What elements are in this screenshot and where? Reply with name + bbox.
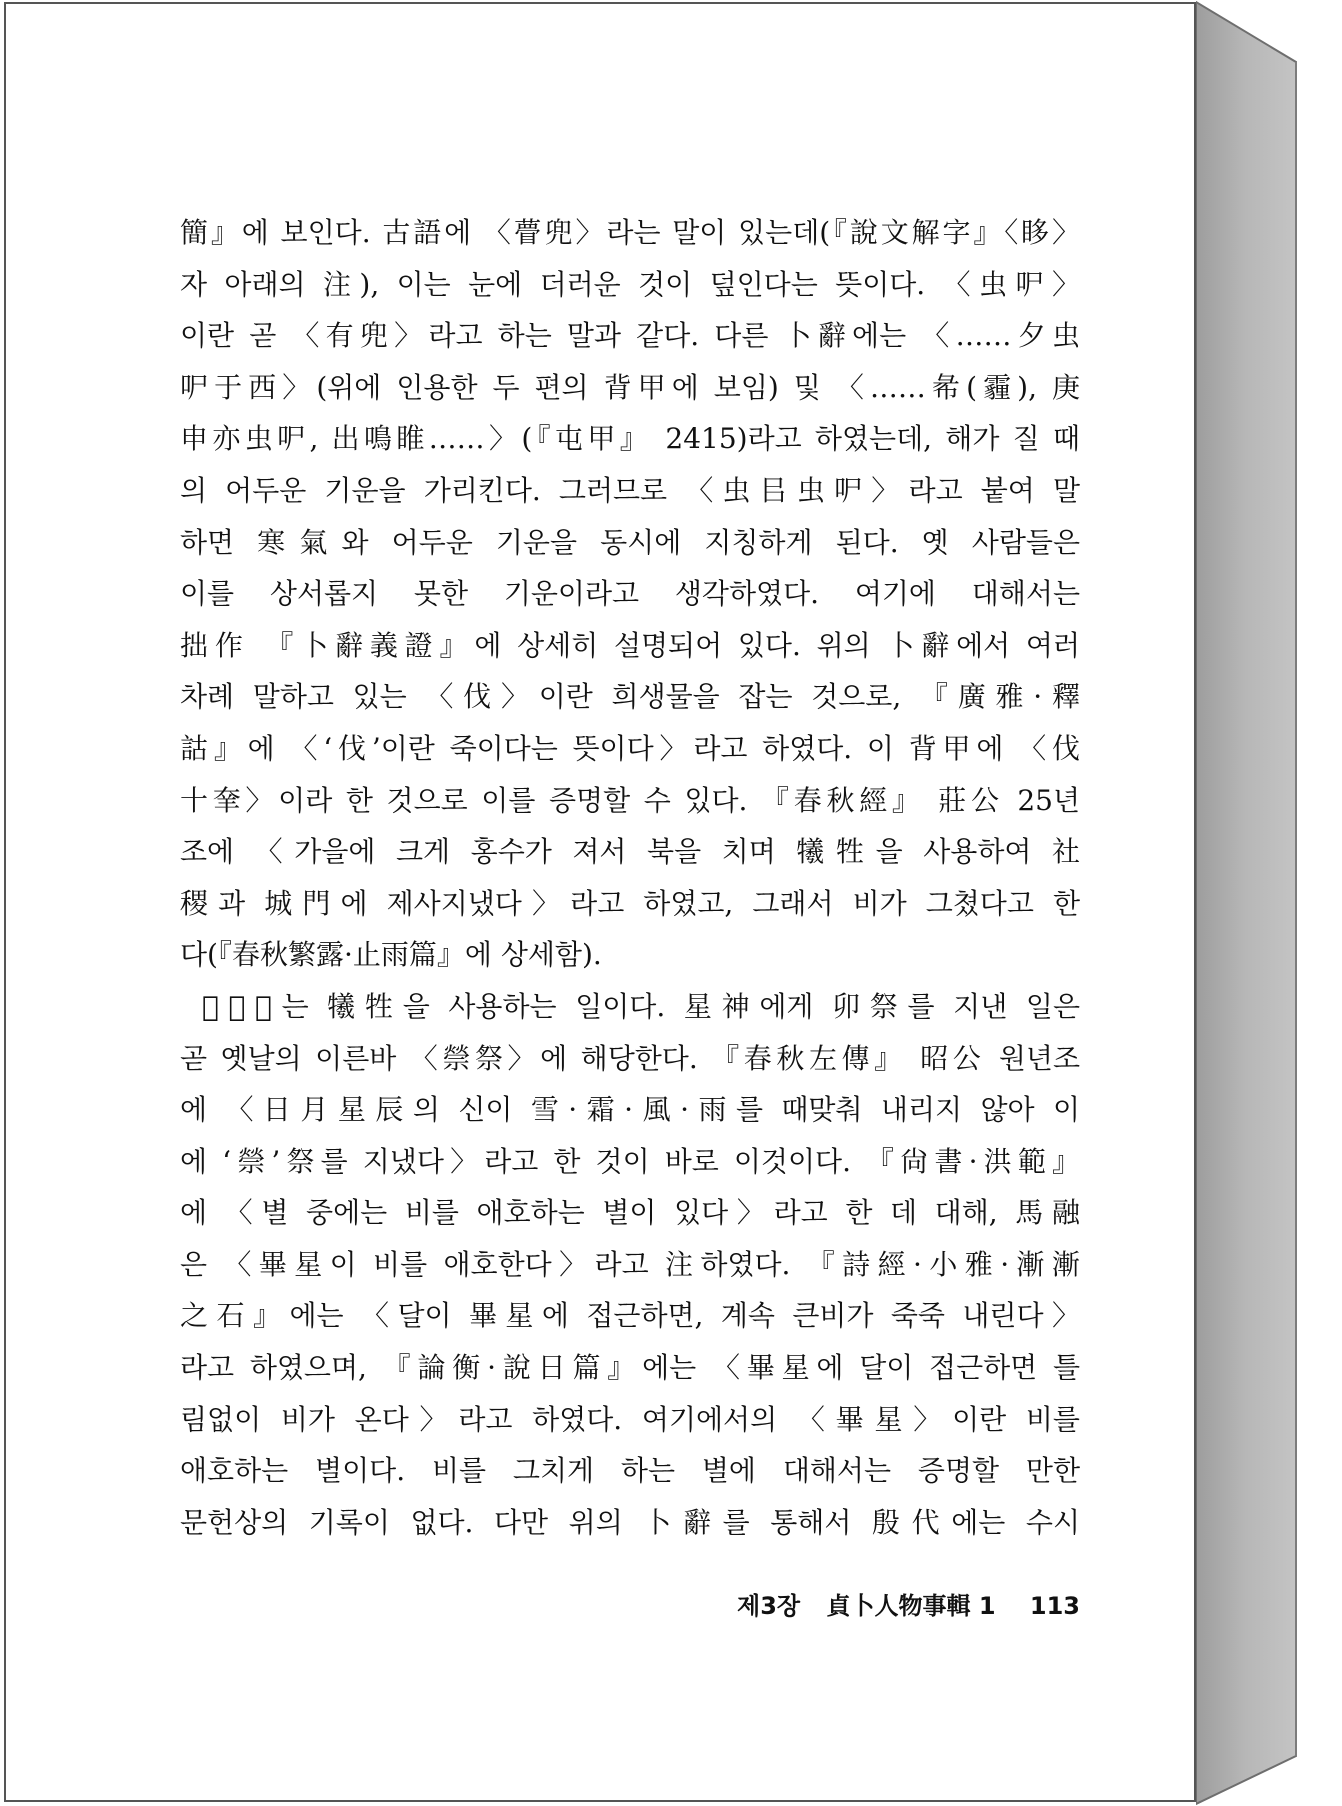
- text-line: 차례 말하고 있는 〈伐〉이란 희생물을 잡는 것으로, 『廣雅·釋: [180, 680, 1080, 714]
- text-line: 詁』에 〈‘伐’이란 죽이다는 뜻이다〉라고 하였다. 이 背甲에 〈伐: [180, 731, 1080, 765]
- text-line: 〈𢿋〉는 犧牲을 사용하는 일이다. 星神에게 卯祭를 지낸 일은: [202, 989, 1080, 1023]
- text-line: 에 〈별 중에는 비를 애호하는 별이 있다〉라고 한 데 대해, 馬融: [180, 1196, 1080, 1230]
- page-footer: [706, 1586, 1080, 1626]
- text-line: 申亦虫㕧, 出鳴睢……〉(『屯甲』 2415)라고 하였는데, 해가 질 때: [180, 422, 1080, 456]
- text-line: 문헌상의 기록이 없다. 다만 위의 卜辭를 통해서 殷代에는 수시: [180, 1505, 1080, 1539]
- text-line: 簡』에 보인다. 古語에 〈瞢兜〉라는 말이 있는데(『說文解字』〈眵〉: [180, 216, 1080, 249]
- text-line: 이란 곧 〈有兜〉라고 하는 말과 같다. 다른 卜辭에는 〈……夕虫: [180, 319, 1080, 353]
- text-line: 하면 寒氣와 어두운 기운을 동시에 지칭하게 된다. 옛 사람들은: [180, 525, 1080, 559]
- text-line: 라고 하였으며, 『論衡·說日篇』에는 〈畢星에 달이 접근하면 틀: [180, 1351, 1080, 1385]
- text-line: 之石』에는 〈달이 畢星에 접근하면, 계속 큰비가 죽죽 내린다〉: [180, 1299, 1080, 1333]
- text-line: 의 어두운 기운을 가리킨다. 그러므로 〈虫㠯虫㕧〉라고 붙여 말: [180, 473, 1080, 507]
- text-line: 에 ‘禜’祭를 지냈다〉라고 한 것이 바로 이것이다. 『尙書·洪範』: [180, 1144, 1080, 1178]
- text-line: 애호하는 별이다. 비를 그치게 하는 별에 대해서는 증명할 만한: [180, 1454, 1080, 1488]
- text-line: 자 아래의 注), 이는 눈에 더러운 것이 덮인다는 뜻이다. 〈虫㕧〉: [180, 267, 1080, 301]
- text-line: 稷과 城門에 제사지냈다〉라고 하였고, 그래서 비가 그쳤다고 한: [180, 886, 1080, 920]
- book-edge-shape: [1196, 0, 1342, 1806]
- text-line: 이를 상서롭지 못한 기운이라고 생각하였다. 여기에 대해서는: [180, 577, 1080, 611]
- text-line: 림없이 비가 온다〉라고 하였다. 여기에서의 〈畢星〉이란 비를: [180, 1402, 1080, 1436]
- text-line: 十羍〉이라 한 것으로 이를 증명할 수 있다. 『春秋經』 莊公 25년: [180, 783, 1080, 817]
- body-text: [180, 207, 1080, 1548]
- running-title: 貞卜人物事輯 1: [826, 1592, 996, 1620]
- page-number: 113: [1029, 1592, 1080, 1620]
- book-side-edge: [1196, 0, 1342, 1806]
- text-line: 㕧于西〉(위에 인용한 두 편의 背甲에 보임) 및 〈……㣇(霾), 庚: [180, 370, 1080, 404]
- text-line: 은 〈畢星이 비를 애호한다〉라고 注하였다. 『詩經·小雅·漸漸: [180, 1247, 1080, 1281]
- text-line: 조에 〈가을에 크게 홍수가 져서 북을 치며 犧牲을 사용하여 社: [180, 835, 1080, 869]
- text-line: 곧 옛날의 이른바 〈禜祭〉에 해당한다. 『春秋左傳』 昭公 원년조: [180, 1041, 1080, 1075]
- book-page: [4, 2, 1196, 1802]
- text-line: 에 〈日月星辰의 신이 雪·霜·風·雨를 때맞춰 내리지 않아 이: [180, 1093, 1080, 1127]
- text-line: 拙作 『卜辭義證』에 상세히 설명되어 있다. 위의 卜辭에서 여러: [180, 628, 1080, 662]
- chapter-label: 제3장: [737, 1592, 801, 1620]
- text-line: 다(『春秋繁露·止雨篇』에 상세함).: [180, 938, 602, 972]
